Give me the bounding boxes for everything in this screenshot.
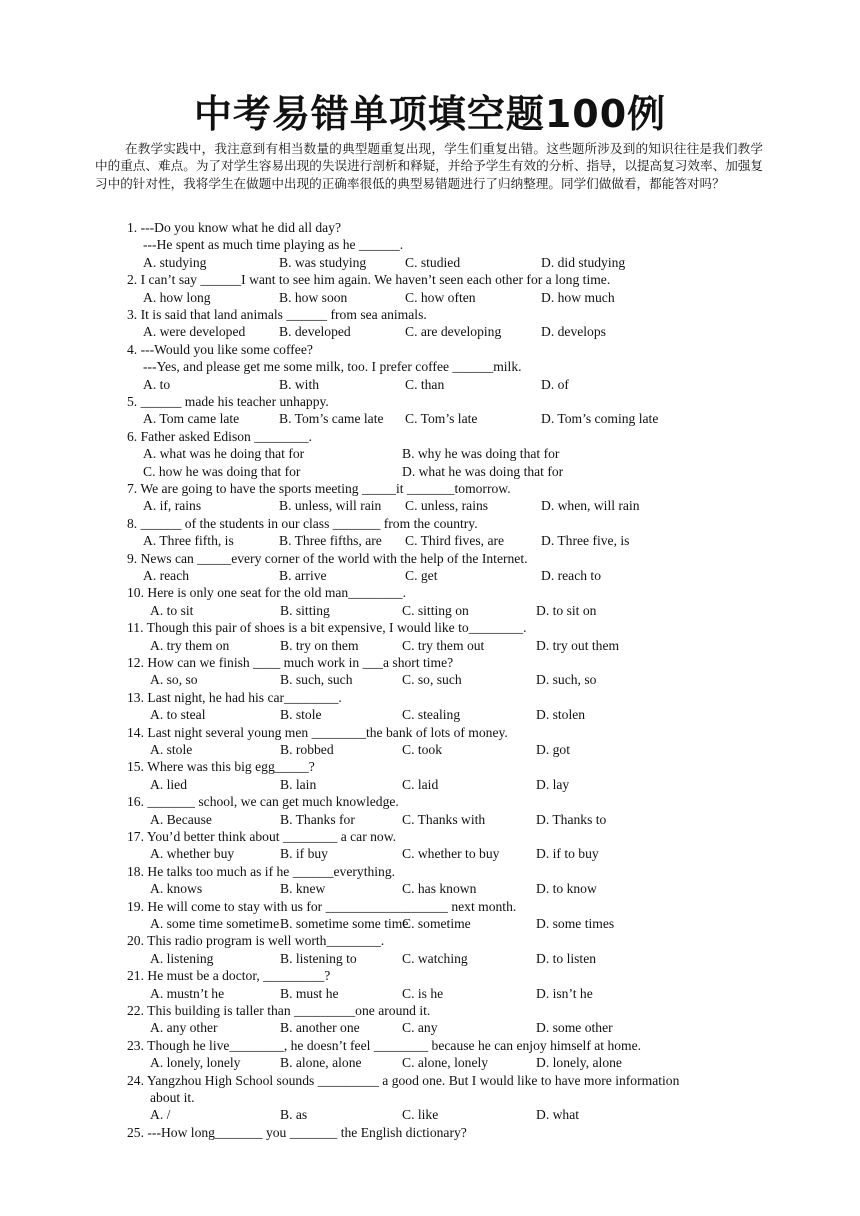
question-16-option-C: C. Thanks with xyxy=(402,811,486,827)
question-22-stem: 22. This building is taller than _________one around it. xyxy=(127,1003,431,1018)
question-11-option-D: D. try out them xyxy=(536,637,620,653)
question-4-line-2: ---Yes, and please get me some milk, too. I prefer coffee ______milk. xyxy=(143,359,522,375)
question-19-option-A: A. some time sometime xyxy=(150,916,280,931)
question-22-option-A: A. any other xyxy=(150,1020,218,1036)
question-14-option-A: A. stole xyxy=(150,742,193,757)
question-4-stem: 4. ---Would you like some coffee? xyxy=(127,341,313,357)
question-9-option-C: C. get xyxy=(405,568,438,583)
question-14-option-B: B. robbed xyxy=(280,742,334,757)
question-16-option-D: D. Thanks to xyxy=(536,811,607,827)
question-23-option-B: B. alone, alone xyxy=(280,1055,362,1071)
question-18-option-C: C. has known xyxy=(402,881,477,897)
question-15-option-B: B. lain xyxy=(280,776,317,792)
question-9-stem: 9. News can _____every corner of the world with the help of the Internet. xyxy=(127,550,528,566)
question-5-option-B: B. Tom’s came late xyxy=(279,411,384,427)
question-3-option-A: A. were developed xyxy=(143,324,246,340)
question-7-option-C: C. unless, rains xyxy=(405,498,489,514)
question-7-option-D: D. when, will rain xyxy=(541,498,640,514)
question-8-option-D: D. Three five, is xyxy=(541,533,630,549)
question-23-stem: 23. Though he live________, he doesn’t feel ________ because he can enjoy himself at home. xyxy=(127,1037,642,1053)
question-20-stem: 20. This radio program is well worth________. xyxy=(127,933,385,949)
question-1-option-D: D. did studying xyxy=(541,254,626,270)
question-24-option-A: A. / xyxy=(150,1107,171,1123)
question-15-stem: 15. Where was this big egg_____? xyxy=(127,759,315,775)
question-22-option-D: D. some other xyxy=(536,1020,613,1036)
question-11-stem: 11. Though this pair of shoes is a bit expensive, I would like to________. xyxy=(127,620,527,636)
question-9-option-D: D. reach to xyxy=(541,568,602,583)
question-4-option-C: C. than xyxy=(405,376,445,392)
question-10-stem: 10. Here is only one seat for the old man________. xyxy=(127,585,406,601)
question-1-line-2: ---He spent as much time playing as he ______. xyxy=(143,237,404,253)
question-7-stem: 7. We are going to have the sports meeting _____it _______tomorrow. xyxy=(127,481,511,496)
question-10-option-C: C. sitting on xyxy=(402,602,469,618)
question-12-option-D: D. such, so xyxy=(536,672,597,688)
question-13-option-B: B. stole xyxy=(280,707,322,723)
question-23-option-C: C. alone, lonely xyxy=(402,1055,489,1071)
question-16-stem: 16. _______ school, we can get much knowledge. xyxy=(127,794,399,810)
question-18-option-B: B. knew xyxy=(280,881,326,897)
question-12-stem: 12. How can we finish ____ much work in ___a short time? xyxy=(127,655,454,670)
question-22-option-B: B. another one xyxy=(280,1020,360,1036)
question-11-option-B: B. try on them xyxy=(280,637,359,653)
question-25-stem: 25. ---How long_______ you _______ the English dictionary? xyxy=(127,1124,467,1140)
question-18-stem: 18. He talks too much as if he ______everything. xyxy=(127,863,396,879)
question-2-option-A: A. how long xyxy=(143,289,211,305)
question-18-option-D: D. to know xyxy=(536,881,597,897)
question-12-option-C: C. so, such xyxy=(402,672,462,688)
question-2-stem: 2. I can’t say ______I want to see him again. We haven’t seen each other for a long time. xyxy=(127,272,611,288)
question-1-option-C: C. studied xyxy=(405,254,461,270)
question-24-stem: 24. Yangzhou High School sounds _________ a good one. But I would like to have more information xyxy=(127,1072,680,1088)
question-4-option-A: A. to xyxy=(143,376,171,392)
question-16-option-A: A. Because xyxy=(150,811,212,827)
intro-paragraph: 在教学实践中，我注意到有相当数量的典型题重复出现，学生们重复出错。这些题所涉及到的知识往往是我们教学中的重点、难点。为了对学生容易出现的失误进行剖析和释疑，并给予学生有效的分析、指导，以提高复习效率、加强复习中的针对性，我将学生在做题中出现的正确率很低的典型易错题进行了归纳整理。同学们做做看，都能答对吗？ xyxy=(95,141,763,191)
question-19-option-C: C. sometime xyxy=(402,916,471,931)
question-7-option-B: B. unless, will rain xyxy=(279,498,382,514)
question-14-option-D: D. got xyxy=(536,742,570,757)
question-21-option-B: B. must he xyxy=(280,985,339,1001)
question-5-option-A: A. Tom came late xyxy=(143,411,240,427)
question-4-option-B: B. with xyxy=(279,376,320,392)
question-6-option-A: A. what was he doing that for xyxy=(143,446,305,462)
question-17-option-D: D. if to buy xyxy=(536,846,599,862)
question-17-option-B: B. if buy xyxy=(280,846,328,862)
question-14-option-C: C. took xyxy=(402,742,443,757)
question-24-option-B: B. as xyxy=(280,1107,308,1123)
question-11-option-C: C. try them out xyxy=(402,637,485,653)
question-1-option-B: B. was studying xyxy=(279,254,367,270)
question-6-option-B: B. why he was doing that for xyxy=(402,446,560,462)
question-6-stem: 6. Father asked Edison ________. xyxy=(127,428,313,444)
question-2-option-B: B. how soon xyxy=(279,289,348,305)
question-4-option-D: D. of xyxy=(541,376,569,392)
question-12-option-B: B. such, such xyxy=(280,672,353,688)
question-15-option-C: C. laid xyxy=(402,776,439,792)
question-8-stem: 8. ______ of the students in our class _______ from the country. xyxy=(127,515,478,531)
question-17-option-C: C. whether to buy xyxy=(402,846,500,862)
question-24-option-D: D. what xyxy=(536,1107,580,1123)
question-1-stem: 1. ---Do you know what he did all day? xyxy=(127,220,342,235)
question-8-option-A: A. Three fifth, is xyxy=(143,533,234,549)
question-9-option-B: B. arrive xyxy=(279,568,327,583)
question-13-option-D: D. stolen xyxy=(536,707,586,723)
question-20-option-B: B. listening to xyxy=(280,950,357,966)
question-19-option-D: D. some times xyxy=(536,916,615,931)
question-5-option-C: C. Tom’s late xyxy=(405,411,478,427)
question-20-option-D: D. to listen xyxy=(536,950,597,966)
question-5-option-D: D. Tom’s coming late xyxy=(541,411,659,427)
question-3-option-D: D. develops xyxy=(541,324,606,340)
question-21-option-D: D. isn’t he xyxy=(536,985,593,1001)
question-21-option-A: A. mustn’t he xyxy=(150,985,225,1001)
question-15-option-D: D. lay xyxy=(536,776,570,792)
question-21-stem: 21. He must be a doctor, _________? xyxy=(127,968,331,984)
question-13-option-C: C. stealing xyxy=(402,707,461,723)
page-title: 中考易错单项填空题100例 xyxy=(193,92,667,136)
question-10-option-D: D. to sit on xyxy=(536,602,597,618)
question-3-stem: 3. It is said that land animals ______ from sea animals. xyxy=(127,307,427,322)
question-5-stem: 5. ______ made his teacher unhappy. xyxy=(127,394,329,409)
question-14-stem: 14. Last night several young men ________the bank of lots of money. xyxy=(127,724,508,740)
question-7-option-A: A. if, rains xyxy=(143,498,202,514)
question-19-option-B: B. sometime some time xyxy=(280,916,409,931)
question-22-option-C: C. any xyxy=(402,1020,438,1036)
question-10-option-B: B. sitting xyxy=(280,602,330,618)
question-6-option-C: C. how he was doing that for xyxy=(143,463,301,479)
question-8-option-B: B. Three fifths, are xyxy=(279,533,382,549)
question-18-option-A: A. knows xyxy=(150,881,203,897)
question-11-option-A: A. try them on xyxy=(150,637,230,653)
question-9-option-A: A. reach xyxy=(143,568,190,583)
question-17-stem: 17. You’d better think about ________ a car now. xyxy=(127,829,397,844)
question-6-option-D: D. what he was doing that for xyxy=(402,463,564,479)
question-19-stem: 19. He will come to stay with us for __________________ next month. xyxy=(127,898,517,914)
question-8-option-C: C. Third fives, are xyxy=(405,533,505,549)
question-2-option-C: C. how often xyxy=(405,289,476,305)
question-16-option-B: B. Thanks for xyxy=(280,811,355,827)
question-20-option-A: A. listening xyxy=(150,950,214,966)
question-23-option-A: A. lonely, lonely xyxy=(150,1055,241,1071)
question-1-option-A: A. studying xyxy=(143,254,207,270)
question-3-option-C: C. are developing xyxy=(405,324,502,340)
question-24-option-C: C. like xyxy=(402,1107,439,1123)
question-2-option-D: D. how much xyxy=(541,289,615,305)
question-24-line-2: about it. xyxy=(150,1090,195,1105)
question-21-option-C: C. is he xyxy=(402,985,444,1001)
question-13-option-A: A. to steal xyxy=(150,707,206,723)
question-3-option-B: B. developed xyxy=(279,324,351,340)
question-13-stem: 13. Last night, he had his car________. xyxy=(127,689,342,705)
question-15-option-A: A. lied xyxy=(150,776,187,792)
question-12-option-A: A. so, so xyxy=(150,672,198,688)
question-17-option-A: A. whether buy xyxy=(150,846,235,862)
question-20-option-C: C. watching xyxy=(402,950,468,966)
question-23-option-D: D. lonely, alone xyxy=(536,1055,622,1071)
question-10-option-A: A. to sit xyxy=(150,602,194,618)
